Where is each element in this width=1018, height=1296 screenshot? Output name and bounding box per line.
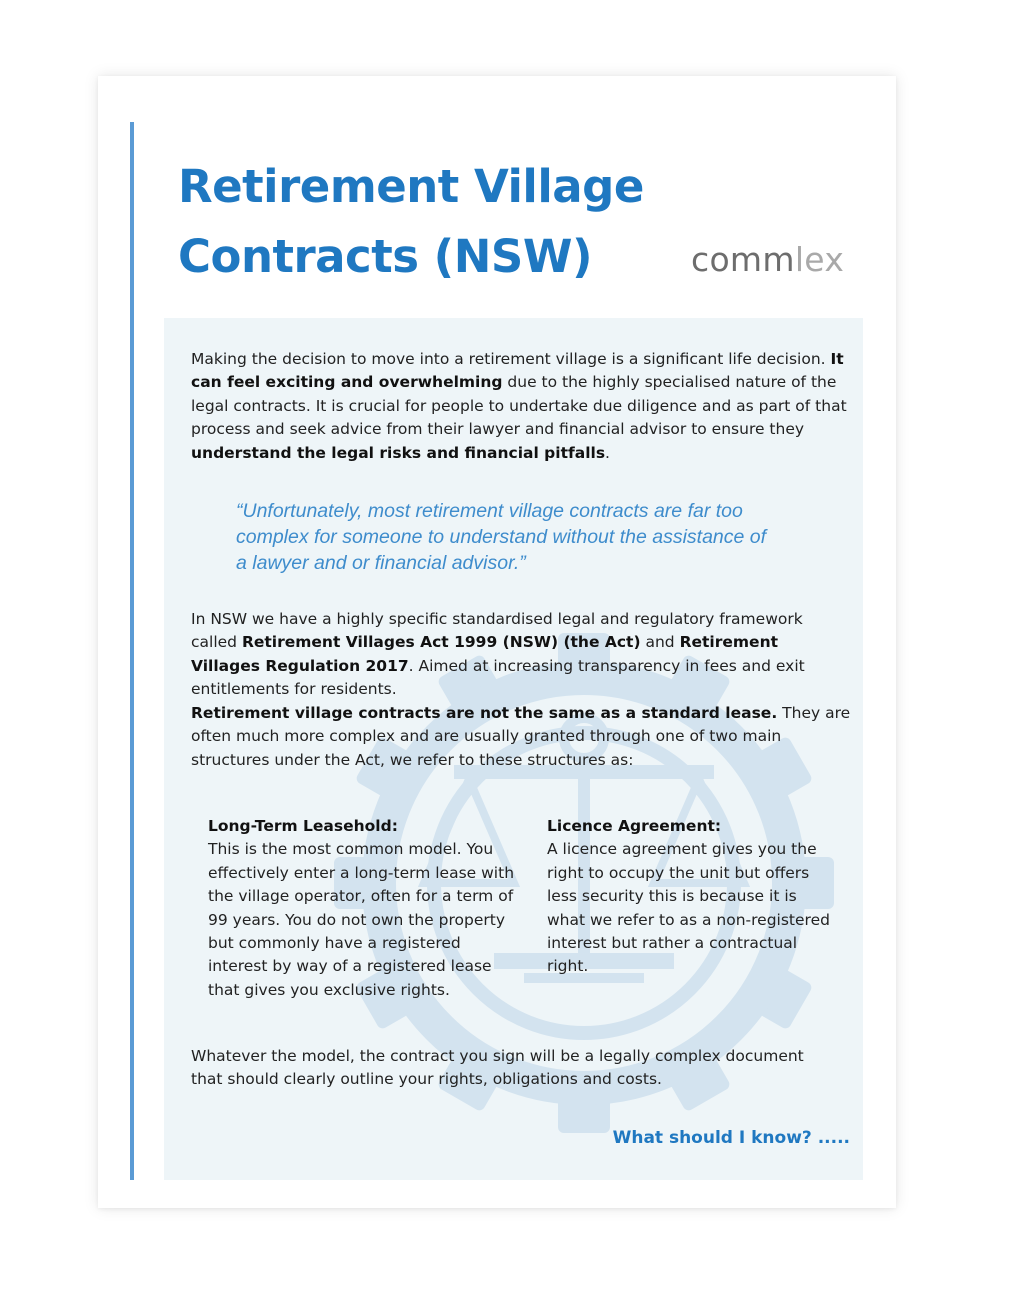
intro-text-1: Making the decision to move into a retirement village is a significant life decision. xyxy=(191,350,831,368)
document-page xyxy=(98,76,896,1208)
intro-bold-2: understand the legal risks and financial pitfalls xyxy=(191,443,606,462)
pull-quote: “Unfortunately, most retirement village contracts are far too complex for someone to understand without the assistance of a lawyer and or financial advisor.” xyxy=(236,500,767,574)
licence-heading: Licence Agreement: xyxy=(547,817,722,835)
brand-logo-part1: comm xyxy=(691,240,795,279)
closing-paragraph: Whatever the model, the contract you sign will be a legally complex document that should clearly outline your rights, obligations and costs. xyxy=(191,1047,804,1089)
content-panel xyxy=(164,318,863,1180)
framework-text-3: . Aimed at increasing transparency in fees and exit entitlements for residents. xyxy=(191,656,805,699)
title-line-2: Contracts (NSW) xyxy=(178,230,593,283)
framework-bold-1: Retirement Villages Act 1999 (NSW) (the Act) xyxy=(241,633,641,652)
licence-body: A licence agreement gives you the right to occupy the unit but offers less security this is because it is what we refer to as a non-registered interest but rather a contractual right. xyxy=(547,840,830,976)
intro-bold-1: It can feel exciting and overwhelming xyxy=(191,350,844,392)
framework-text-1: In NSW we have a highly specific standardised legal and regulatory framework called xyxy=(191,610,803,652)
licence-column xyxy=(547,815,837,979)
framework-text-2: and xyxy=(640,633,680,652)
page-title xyxy=(178,152,644,292)
leasehold-heading: Long-Term Leasehold: xyxy=(208,817,398,835)
intro-text-3: . xyxy=(605,443,610,462)
accent-bar xyxy=(130,122,134,1180)
framework-paragraph xyxy=(191,608,851,702)
intro-paragraph xyxy=(191,348,851,465)
structures-bold-1: Retirement village contracts are not the same as a standard lease. xyxy=(191,704,778,722)
leasehold-column xyxy=(208,815,518,1002)
brand-logo-part2: lex xyxy=(794,240,845,279)
brand-logo xyxy=(691,240,844,279)
structures-paragraph xyxy=(191,702,851,772)
title-line-1: Retirement Village xyxy=(178,160,644,213)
framework-bold-2: Retirement Villages Regulation 2017 xyxy=(191,633,779,675)
leasehold-body: This is the most common model. You effectively enter a long-term lease with the village operator, often for a term of 99 years. You do not own the property but commonly have a registered interest by way of a registered lease that gives you exclusive rights. xyxy=(208,840,515,999)
intro-text-2: due to the highly specialised nature of the legal contracts. It is crucial for people to undertake due diligence and as part of that process and seek advice from their lawyer and financial advisor to ensure they xyxy=(191,373,847,439)
structures-text-1: They are often much more complex and are usually granted through one of two main structures under the Act, we refer to these structures as: xyxy=(191,704,851,769)
next-page-link[interactable]: What should I know? ..... xyxy=(612,1128,850,1148)
